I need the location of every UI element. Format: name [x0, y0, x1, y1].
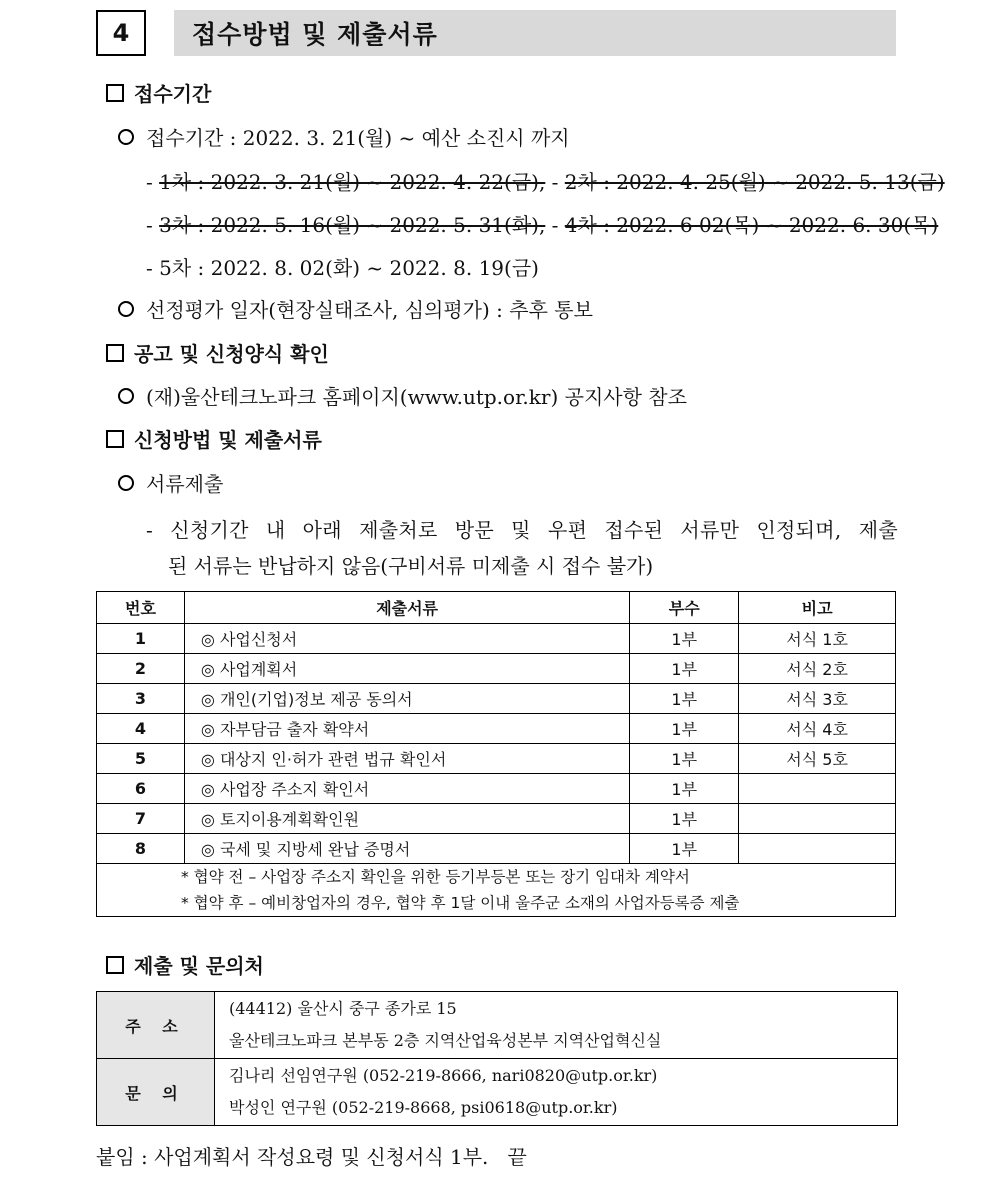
table-row: [97, 834, 896, 864]
checkbox-square-icon: [106, 430, 124, 448]
row-document: ◎ 사업계획서: [184, 654, 629, 684]
row-copies: 1부: [630, 654, 739, 684]
row-copies: 1부: [630, 684, 739, 714]
address-label: 주 소: [97, 992, 215, 1059]
row-document: ◎ 토지이용계획확인원: [184, 804, 629, 834]
circle-bullet-icon: [118, 129, 134, 145]
row-number: 8: [97, 834, 185, 864]
table-row: [97, 774, 896, 804]
row-document: ◎ 국세 및 지방세 완납 증명서: [184, 834, 629, 864]
method-heading: 신청방법 및 제출서류: [106, 424, 322, 453]
row-note: [739, 774, 896, 804]
row-note: 서식 5호: [739, 744, 896, 774]
circle-bullet-icon: [118, 301, 134, 317]
contact-heading: 제출 및 문의처: [106, 950, 264, 979]
section-title: 접수방법 및 제출서류: [192, 20, 438, 49]
row-number: 7: [97, 804, 185, 834]
round-1-struck: 1차 : 2022. 3. 21(월) ~ 2022. 4. 22(금),: [159, 170, 546, 194]
section-title-bar: [174, 10, 896, 56]
attachment-note: 붙임 : 사업계획서 작성요령 및 신청서식 1부. 끝: [96, 1145, 527, 1169]
row-number: 4: [97, 714, 185, 744]
contact-table: [96, 991, 898, 1126]
inquiry-line-2: 박성인 연구원 (052-219-8668, psi0618@utp.or.kr): [229, 1098, 618, 1117]
table-row: [97, 624, 896, 654]
row-note: [739, 804, 896, 834]
table-row: [97, 804, 896, 834]
circle-bullet-icon: [118, 388, 134, 404]
row-note: 서식 4호: [739, 714, 896, 744]
row-note: 서식 3호: [739, 684, 896, 714]
row-document: ◎ 대상지 인·허가 관련 법규 확인서: [184, 744, 629, 774]
table-row: [97, 714, 896, 744]
row-copies: 1부: [630, 804, 739, 834]
row-copies: 1부: [630, 624, 739, 654]
round-line-1: - 1차 : 2022. 3. 21(월) ~ 2022. 4. 22(금), - 2차 : 2022. 4. 25(월) ~ 2022. 5. 13(금): [146, 170, 945, 194]
row-document: ◎ 사업신청서: [184, 624, 629, 654]
address-line-2: 울산테크노파크 본부동 2층 지역산업육성본부 지역산업혁신실: [229, 1031, 662, 1050]
row-copies: 1부: [630, 774, 739, 804]
circle-bullet-icon: [118, 475, 134, 491]
row-document: ◎ 사업장 주소지 확인서: [184, 774, 629, 804]
inquiry-line-1: 김나리 선임연구원 (052-219-8666, nari0820@utp.or.kr): [229, 1066, 658, 1085]
inquiry-label: 문 의: [97, 1059, 215, 1126]
checkbox-square-icon: [106, 84, 124, 102]
header-number: 번호: [97, 592, 185, 624]
round-4-struck: 4차 : 2022. 6 02(목) ~ 2022. 6. 30(목): [564, 213, 939, 237]
row-number: 5: [97, 744, 185, 774]
row-number: 3: [97, 684, 185, 714]
method-desc-1: - 신청기간 내 아래 제출처로 방문 및 우편 접수된 서류만 인정되며, 제출: [146, 518, 898, 542]
table-row: [97, 744, 896, 774]
round-2-struck: 2차 : 2022. 4. 25(월) ~ 2022. 5. 13(금): [564, 170, 945, 194]
period-heading: 접수기간: [106, 78, 211, 107]
section-number: 4: [96, 10, 146, 56]
row-number: 1: [97, 624, 185, 654]
address-line-1: (44412) 울산시 중구 종가로 15: [229, 999, 457, 1018]
row-copies: 1부: [630, 714, 739, 744]
method-desc-2: 된 서류는 반납하지 않음(구비서류 미제출 시 접수 불가): [168, 554, 654, 578]
header-document: 제출서류: [184, 592, 629, 624]
row-copies: 1부: [630, 744, 739, 774]
table-footnote-row: [97, 864, 896, 917]
checkbox-square-icon: [106, 344, 124, 362]
period-main: 접수기간 : 2022. 3. 21(월) ~ 예산 소진시 까지: [118, 122, 570, 151]
table-footnotes: [97, 864, 896, 917]
row-document: ◎ 자부담금 출자 확약서: [184, 714, 629, 744]
row-copies: 1부: [630, 834, 739, 864]
table-header-row: [97, 592, 896, 624]
inquiry-row: [97, 1059, 898, 1126]
documents-table: [96, 591, 896, 917]
submit-line: 서류제출: [118, 468, 223, 497]
row-note: 서식 2호: [739, 654, 896, 684]
row-number: 6: [97, 774, 185, 804]
checkbox-square-icon: [106, 956, 124, 974]
round-line-2: - 3차 : 2022. 5. 16(월) ~ 2022. 5. 31(화), - 4차 : 2022. 6 02(목) ~ 2022. 6. 30(목): [146, 213, 939, 237]
address-row: [97, 992, 898, 1059]
table-row: [97, 654, 896, 684]
row-note: [739, 834, 896, 864]
footnote-before: * 협약 전 – 사업장 주소지 확인을 위한 등기부등본 또는 장기 임대차 계약서: [181, 868, 690, 886]
table-row: [97, 684, 896, 714]
row-number: 2: [97, 654, 185, 684]
footnote-after: * 협약 후 – 예비창업자의 경우, 협약 후 1달 이내 울주군 소재의 사업자등록증 제출: [181, 894, 740, 912]
notice-heading: 공고 및 신청양식 확인: [106, 338, 329, 367]
inquiry-value: [215, 1059, 898, 1126]
round-3-struck: 3차 : 2022. 5. 16(월) ~ 2022. 5. 31(화),: [159, 213, 546, 237]
header-note: 비고: [739, 592, 896, 624]
round-current: - 5차 : 2022. 8. 02(화) ~ 2022. 8. 19(금): [146, 256, 539, 280]
notice-text: (재)울산테크노파크 홈페이지(www.utp.or.kr) 공지사항 참조: [118, 381, 687, 410]
address-value: [215, 992, 898, 1059]
row-document: ◎ 개인(기업)정보 제공 동의서: [184, 684, 629, 714]
row-note: 서식 1호: [739, 624, 896, 654]
header-copies: 부수: [630, 592, 739, 624]
evaluation-line: 선정평가 일자(현장실태조사, 심의평가) : 추후 통보: [118, 294, 593, 323]
